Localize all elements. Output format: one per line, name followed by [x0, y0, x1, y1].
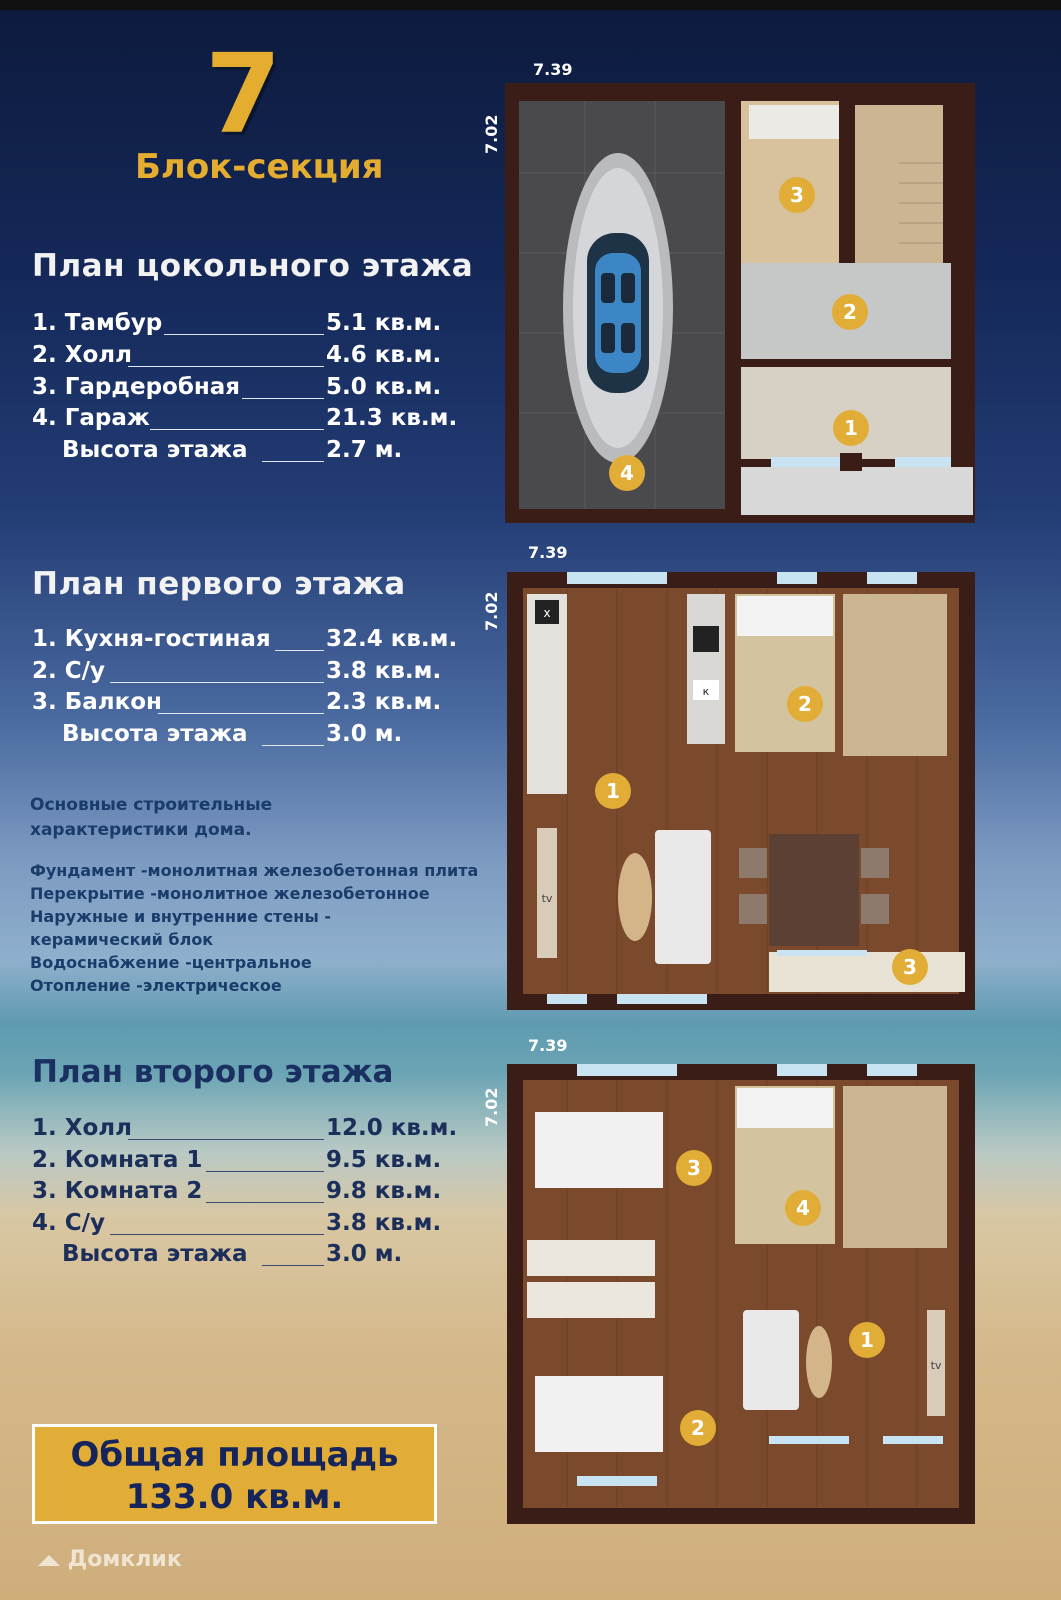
first-floor-title: План первого этажа — [32, 566, 406, 602]
watermark — [38, 1547, 182, 1572]
watermark-text: Домклик — [67, 1547, 182, 1572]
car-icon — [563, 153, 673, 463]
characteristic-line: Фундамент -монолитная железобетонная плита — [30, 861, 479, 880]
list-item-value: 3.0 м. — [326, 721, 403, 747]
room-marker: 3 — [903, 955, 917, 979]
basement-title: План цокольного этажа — [32, 248, 474, 284]
dining-table — [769, 834, 859, 946]
list-item-value: 2.3 кв.м. — [326, 689, 442, 715]
tv-icon: tv — [541, 892, 553, 905]
list-item-value: 3.0 м. — [326, 1241, 403, 1267]
list-item-label: 1. Кухня-гостиная — [32, 626, 271, 652]
home-icon — [38, 1555, 60, 1566]
room-marker: 4 — [620, 461, 634, 485]
bed — [535, 1376, 663, 1452]
list-item-value: 9.8 кв.м. — [326, 1178, 442, 1204]
list-item-label: 1. Тамбур — [32, 310, 163, 336]
list-item-value: 5.0 кв.м. — [326, 374, 442, 400]
leader-line — [262, 745, 324, 746]
list-item-label: 2. Холл — [32, 342, 132, 368]
leader-line — [164, 334, 324, 335]
room-marker: 3 — [790, 183, 804, 207]
leader-line — [158, 713, 324, 714]
leader-line — [275, 650, 324, 651]
second-floor-plan — [507, 1064, 975, 1524]
list-item-value: 12.0 кв.м. — [326, 1115, 458, 1141]
plan-width-label: 7.39 — [533, 60, 573, 79]
room-marker: 1 — [606, 779, 620, 803]
leader-line — [128, 1139, 324, 1140]
list-item-value: 3.8 кв.м. — [326, 1210, 442, 1236]
characteristic-line: Перекрытие -монолитное железобетонное — [30, 884, 430, 903]
characteristic-line: Наружные и внутренние стены - — [30, 907, 331, 926]
list-item-value: 21.3 кв.м. — [326, 405, 458, 431]
list-item-value: 32.4 кв.м. — [326, 626, 458, 652]
leader-line — [150, 429, 324, 430]
total-area-value: 133.0 кв.м. — [125, 1477, 344, 1517]
list-item-label: 2. Комната 1 — [32, 1147, 203, 1173]
characteristics-heading-1: Основные строительные — [30, 795, 273, 815]
room-marker: 1 — [860, 1328, 874, 1352]
list-item-label: 3. Гардеробная — [32, 374, 241, 400]
characteristic-line: Водоснабжение -центральное — [30, 953, 312, 972]
plan-depth-label: 7.02 — [482, 114, 501, 154]
plan-width-label: 7.39 — [528, 1036, 568, 1055]
sofa — [655, 830, 711, 964]
total-area-box — [32, 1424, 437, 1524]
basement-floor-plan — [505, 83, 975, 523]
total-area-label: Общая площадь — [70, 1435, 399, 1475]
characteristic-line: керамический блок — [30, 930, 214, 949]
leader-line — [110, 682, 324, 683]
list-item-label: Высота этажа — [62, 721, 248, 747]
list-item-label: 3. Балкон — [32, 689, 162, 715]
top-bar — [0, 0, 1061, 10]
plan-depth-label: 7.02 — [482, 1087, 501, 1127]
list-item-value: 2.7 м. — [326, 437, 403, 463]
room-marker: 2 — [798, 692, 812, 716]
block-number: 7 — [205, 30, 282, 158]
stove-icon: x — [543, 606, 551, 620]
list-item-label: 4. С/у — [32, 1210, 106, 1236]
list-item-value: 3.8 кв.м. — [326, 658, 442, 684]
leader-line — [206, 1171, 324, 1172]
list-item-label: Высота этажа — [62, 437, 248, 463]
list-item-label: Высота этажа — [62, 1241, 248, 1267]
second-floor-title: План второго этажа — [32, 1054, 394, 1090]
plan-depth-label: 7.02 — [482, 591, 501, 631]
leader-line — [128, 366, 324, 367]
room-marker: 2 — [691, 1416, 705, 1440]
list-item-label: 2. С/у — [32, 658, 106, 684]
characteristics-heading-2: характеристики дома. — [30, 820, 252, 840]
leader-line — [262, 1265, 324, 1266]
list-item-value: 9.5 кв.м. — [326, 1147, 442, 1173]
bed — [535, 1112, 663, 1188]
sofa — [743, 1310, 799, 1410]
leader-line — [110, 1234, 324, 1235]
leader-line — [242, 398, 324, 399]
leader-line — [206, 1202, 324, 1203]
list-item-value: 5.1 кв.м. — [326, 310, 442, 336]
block-subtitle: Блок-секция — [135, 147, 384, 187]
list-item-label: 3. Комната 2 — [32, 1178, 203, 1204]
room-marker: 4 — [796, 1196, 810, 1220]
fridge-icon: к — [702, 685, 710, 698]
plan-width-label: 7.39 — [528, 543, 568, 562]
leader-line — [262, 461, 324, 462]
list-item-value: 4.6 кв.м. — [326, 342, 442, 368]
list-item-label: 4. Гараж — [32, 405, 150, 431]
balcony-floor — [769, 952, 965, 992]
first-floor-plan — [507, 572, 975, 1010]
room-marker: 1 — [844, 416, 858, 440]
room-marker: 2 — [843, 300, 857, 324]
room-marker: 3 — [687, 1156, 701, 1180]
characteristic-line: Отопление -электрическое — [30, 976, 282, 995]
list-item-label: 1. Холл — [32, 1115, 132, 1141]
tv-icon: tv — [930, 1359, 942, 1372]
